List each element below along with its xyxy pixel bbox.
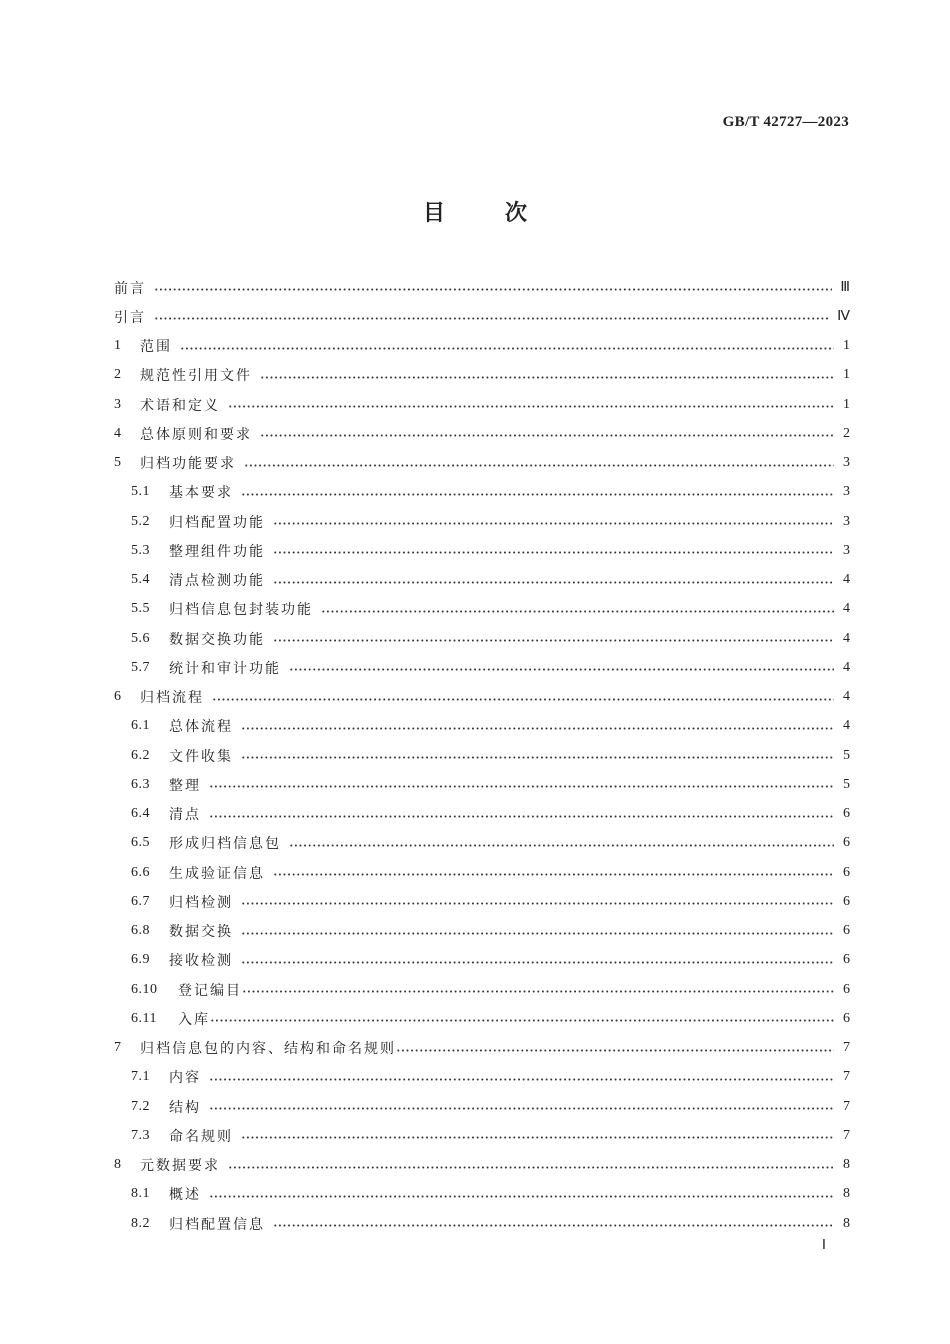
toc-entry[interactable] xyxy=(114,478,850,507)
toc-entry-page: Ⅳ xyxy=(837,309,850,325)
dot-leader xyxy=(289,668,834,671)
toc-entry-title: 归档检测 xyxy=(169,894,233,911)
toc-entry-number: 5.7 xyxy=(131,659,150,675)
dot-leader xyxy=(242,990,834,993)
toc-entry-page: 6 xyxy=(843,923,850,939)
dot-leader xyxy=(396,1049,834,1052)
toc-entry[interactable] xyxy=(114,946,850,975)
toc-entry[interactable] xyxy=(114,1180,850,1209)
toc-entry-number: 6.9 xyxy=(131,952,150,968)
dot-leader xyxy=(241,902,834,905)
dot-leader xyxy=(154,317,829,320)
toc-entry-page: 3 xyxy=(843,513,850,529)
toc-entry[interactable] xyxy=(114,887,850,916)
toc-entry[interactable] xyxy=(114,1034,850,1063)
toc-entry-title: 数据交换功能 xyxy=(169,631,265,648)
toc-entry[interactable] xyxy=(114,361,850,390)
toc-entry[interactable] xyxy=(114,536,850,565)
toc-entry-page: 3 xyxy=(843,484,850,500)
toc-entry-number: 6.5 xyxy=(131,835,150,851)
toc-entry[interactable] xyxy=(114,800,850,829)
dot-leader xyxy=(212,698,834,701)
toc-entry[interactable] xyxy=(114,683,850,712)
toc-entry-title: 归档信息包封装功能 xyxy=(169,602,313,619)
dot-leader xyxy=(241,756,834,759)
toc-entry[interactable] xyxy=(114,741,850,770)
toc-entry-number: 2 xyxy=(114,367,122,383)
toc-entry-title: 归档配置功能 xyxy=(169,514,265,531)
toc-entry-page: 4 xyxy=(843,689,850,705)
toc-entry-page: 6 xyxy=(843,981,850,997)
toc-entry-page: 6 xyxy=(843,952,850,968)
dot-leader xyxy=(209,1195,834,1198)
toc-entry[interactable] xyxy=(114,1063,850,1092)
dot-leader xyxy=(209,1078,834,1081)
dot-leader xyxy=(209,785,834,788)
toc-entry-page: Ⅲ xyxy=(840,280,850,296)
dot-leader xyxy=(289,844,834,847)
toc-entry-title: 命名规则 xyxy=(169,1128,233,1145)
toc-entry-title: 统计和审计功能 xyxy=(169,660,281,677)
toc-entry-page: 4 xyxy=(843,630,850,646)
toc-entry-page: 1 xyxy=(843,396,850,412)
toc-entry-number: 5.4 xyxy=(131,572,150,588)
page-folio: Ⅰ xyxy=(821,1238,826,1253)
toc-entry-number: 7 xyxy=(114,1040,122,1056)
toc-entry-number: 8.2 xyxy=(131,1215,150,1231)
dot-leader xyxy=(180,347,834,350)
toc-entry[interactable] xyxy=(114,770,850,799)
toc-entry-title: 范围 xyxy=(140,339,172,356)
toc-entry-title: 归档流程 xyxy=(140,690,204,707)
dot-leader xyxy=(241,932,834,935)
toc-entry-page: 6 xyxy=(843,893,850,909)
toc-entry-title: 内容 xyxy=(169,1070,201,1087)
dot-leader xyxy=(210,1019,834,1022)
toc-entry-number: 7.3 xyxy=(131,1127,150,1143)
toc-entry[interactable] xyxy=(114,1121,850,1150)
toc-entry-title: 元数据要求 xyxy=(140,1158,220,1175)
toc-entry-number: 6.11 xyxy=(131,1010,157,1026)
toc-entry-title: 术语和定义 xyxy=(140,397,220,414)
toc-entry-page: 8 xyxy=(843,1186,850,1202)
toc-entry-title: 入库 xyxy=(178,1011,210,1028)
toc-entry-title: 文件收集 xyxy=(169,748,233,765)
toc-entry-title: 数据交换 xyxy=(169,924,233,941)
toc-entry[interactable] xyxy=(114,975,850,1004)
dot-leader xyxy=(273,551,834,554)
toc-entry-number: 8 xyxy=(114,1157,122,1173)
toc-entry-number: 6.4 xyxy=(131,806,150,822)
toc-entry-number: 5.3 xyxy=(131,542,150,558)
toc-entry-number: 5 xyxy=(114,455,122,471)
toc-entry-page: 4 xyxy=(843,601,850,617)
dot-leader xyxy=(209,815,834,818)
toc-entry[interactable] xyxy=(114,449,850,478)
toc-entry-page: 6 xyxy=(843,835,850,851)
toc-entry-page: 2 xyxy=(843,425,850,441)
dot-leader xyxy=(321,610,834,613)
dot-leader xyxy=(209,1107,834,1110)
dot-leader xyxy=(273,873,834,876)
toc-entry-number: 1 xyxy=(114,338,122,354)
toc-entry-title: 基本要求 xyxy=(169,485,233,502)
toc-entry-number: 6.6 xyxy=(131,864,150,880)
toc-entry-title: 生成验证信息 xyxy=(169,865,265,882)
toc-entry[interactable] xyxy=(114,1209,850,1238)
toc-entry-number: 6.3 xyxy=(131,776,150,792)
toc-entry-page: 3 xyxy=(843,542,850,558)
toc-entry[interactable] xyxy=(114,390,850,419)
toc-entry[interactable] xyxy=(114,624,850,653)
toc-entry-number: 8.1 xyxy=(131,1186,150,1202)
toc-entry-page: 1 xyxy=(843,367,850,383)
toc-entry-title: 归档配置信息 xyxy=(169,1216,265,1233)
toc-entry-number: 7.1 xyxy=(131,1069,150,1085)
toc-entry[interactable] xyxy=(114,332,850,361)
toc-entry[interactable] xyxy=(114,917,850,946)
toc-entry-title: 概述 xyxy=(169,1187,201,1204)
toc-entry-page: 1 xyxy=(843,338,850,354)
toc-entry-page: 5 xyxy=(843,776,850,792)
toc-entry-page: 4 xyxy=(843,572,850,588)
toc-entry-title: 接收检测 xyxy=(169,953,233,970)
toc-entry-title: 清点检测功能 xyxy=(169,573,265,590)
toc-entry[interactable] xyxy=(114,302,850,331)
dot-leader xyxy=(273,639,834,642)
title-char: 目 xyxy=(422,200,445,226)
toc-entry-title: 清点 xyxy=(169,807,201,824)
toc-entry-page: 6 xyxy=(843,1010,850,1026)
toc-entry-number: 4 xyxy=(114,425,122,441)
dot-leader xyxy=(244,464,834,467)
toc-entry[interactable] xyxy=(114,712,850,741)
toc-entry-number: 7.2 xyxy=(131,1098,150,1114)
toc-entry-number: 6 xyxy=(114,689,122,705)
toc-entry-page: 7 xyxy=(843,1127,850,1143)
toc-entry-page: 6 xyxy=(843,806,850,822)
toc-entry-title: 前言 xyxy=(114,280,146,297)
toc-entry-number: 6.1 xyxy=(131,718,150,734)
toc-entry-title: 整理 xyxy=(169,777,201,794)
dot-leader xyxy=(241,493,834,496)
dot-leader xyxy=(273,581,834,584)
toc-entry[interactable] xyxy=(114,1092,850,1121)
toc-entry-title: 归档信息包的内容、结构和命名规则 xyxy=(140,1041,396,1058)
toc-entry-page: 8 xyxy=(843,1215,850,1231)
toc-entry[interactable] xyxy=(114,595,850,624)
toc-entry[interactable] xyxy=(114,653,850,682)
toc-entry-title: 总体原则和要求 xyxy=(140,426,252,443)
dot-leader xyxy=(228,1166,834,1169)
toc-entry-number: 5.2 xyxy=(131,513,150,529)
toc-entry-number: 5.1 xyxy=(131,484,150,500)
toc-entry-number: 6.2 xyxy=(131,747,150,763)
toc-entry[interactable] xyxy=(114,829,850,858)
toc-entry-page: 4 xyxy=(843,718,850,734)
dot-leader xyxy=(260,376,834,379)
dot-leader xyxy=(260,434,834,437)
dot-leader xyxy=(241,1136,834,1139)
toc-entry-title: 总体流程 xyxy=(169,719,233,736)
toc-entry-page: 4 xyxy=(843,659,850,675)
toc-entry-page: 5 xyxy=(843,747,850,763)
toc-entry[interactable] xyxy=(114,507,850,536)
toc-entry-number: 5.6 xyxy=(131,630,150,646)
dot-leader xyxy=(241,727,834,730)
dot-leader xyxy=(228,405,834,408)
toc-entry-page: 8 xyxy=(843,1157,850,1173)
toc-entry[interactable] xyxy=(114,1004,850,1033)
standard-number: GB/T 42727—2023 xyxy=(722,114,849,130)
toc-entry-title: 结构 xyxy=(169,1099,201,1116)
page-title xyxy=(0,196,950,227)
toc-entry-page: 6 xyxy=(843,864,850,880)
toc-entry-page: 3 xyxy=(843,455,850,471)
dot-leader xyxy=(241,961,834,964)
toc-entry-number: 6.8 xyxy=(131,923,150,939)
toc-entry-page: 7 xyxy=(843,1069,850,1085)
toc-entry-number: 6.10 xyxy=(131,981,158,997)
title-char: 次 xyxy=(505,200,528,226)
toc-entry[interactable] xyxy=(114,419,850,448)
toc-entry[interactable] xyxy=(114,566,850,595)
toc-entry-title: 归档功能要求 xyxy=(140,456,236,473)
toc-entry[interactable] xyxy=(114,273,850,302)
toc-entry-title: 整理组件功能 xyxy=(169,543,265,560)
toc-entry-title: 规范性引用文件 xyxy=(140,368,252,385)
table-of-contents xyxy=(114,273,850,1238)
toc-entry-title: 登记编目 xyxy=(178,982,242,999)
toc-entry[interactable] xyxy=(114,858,850,887)
toc-entry-page: 7 xyxy=(843,1098,850,1114)
toc-entry-page: 7 xyxy=(843,1040,850,1056)
dot-leader xyxy=(154,288,832,291)
toc-entry-number: 3 xyxy=(114,396,122,412)
toc-entry-title: 形成归档信息包 xyxy=(169,836,281,853)
toc-entry-number: 5.5 xyxy=(131,601,150,617)
toc-entry-number: 6.7 xyxy=(131,893,150,909)
dot-leader xyxy=(273,522,834,525)
toc-entry-title: 引言 xyxy=(114,309,146,326)
toc-entry[interactable] xyxy=(114,1151,850,1180)
dot-leader xyxy=(273,1224,834,1227)
